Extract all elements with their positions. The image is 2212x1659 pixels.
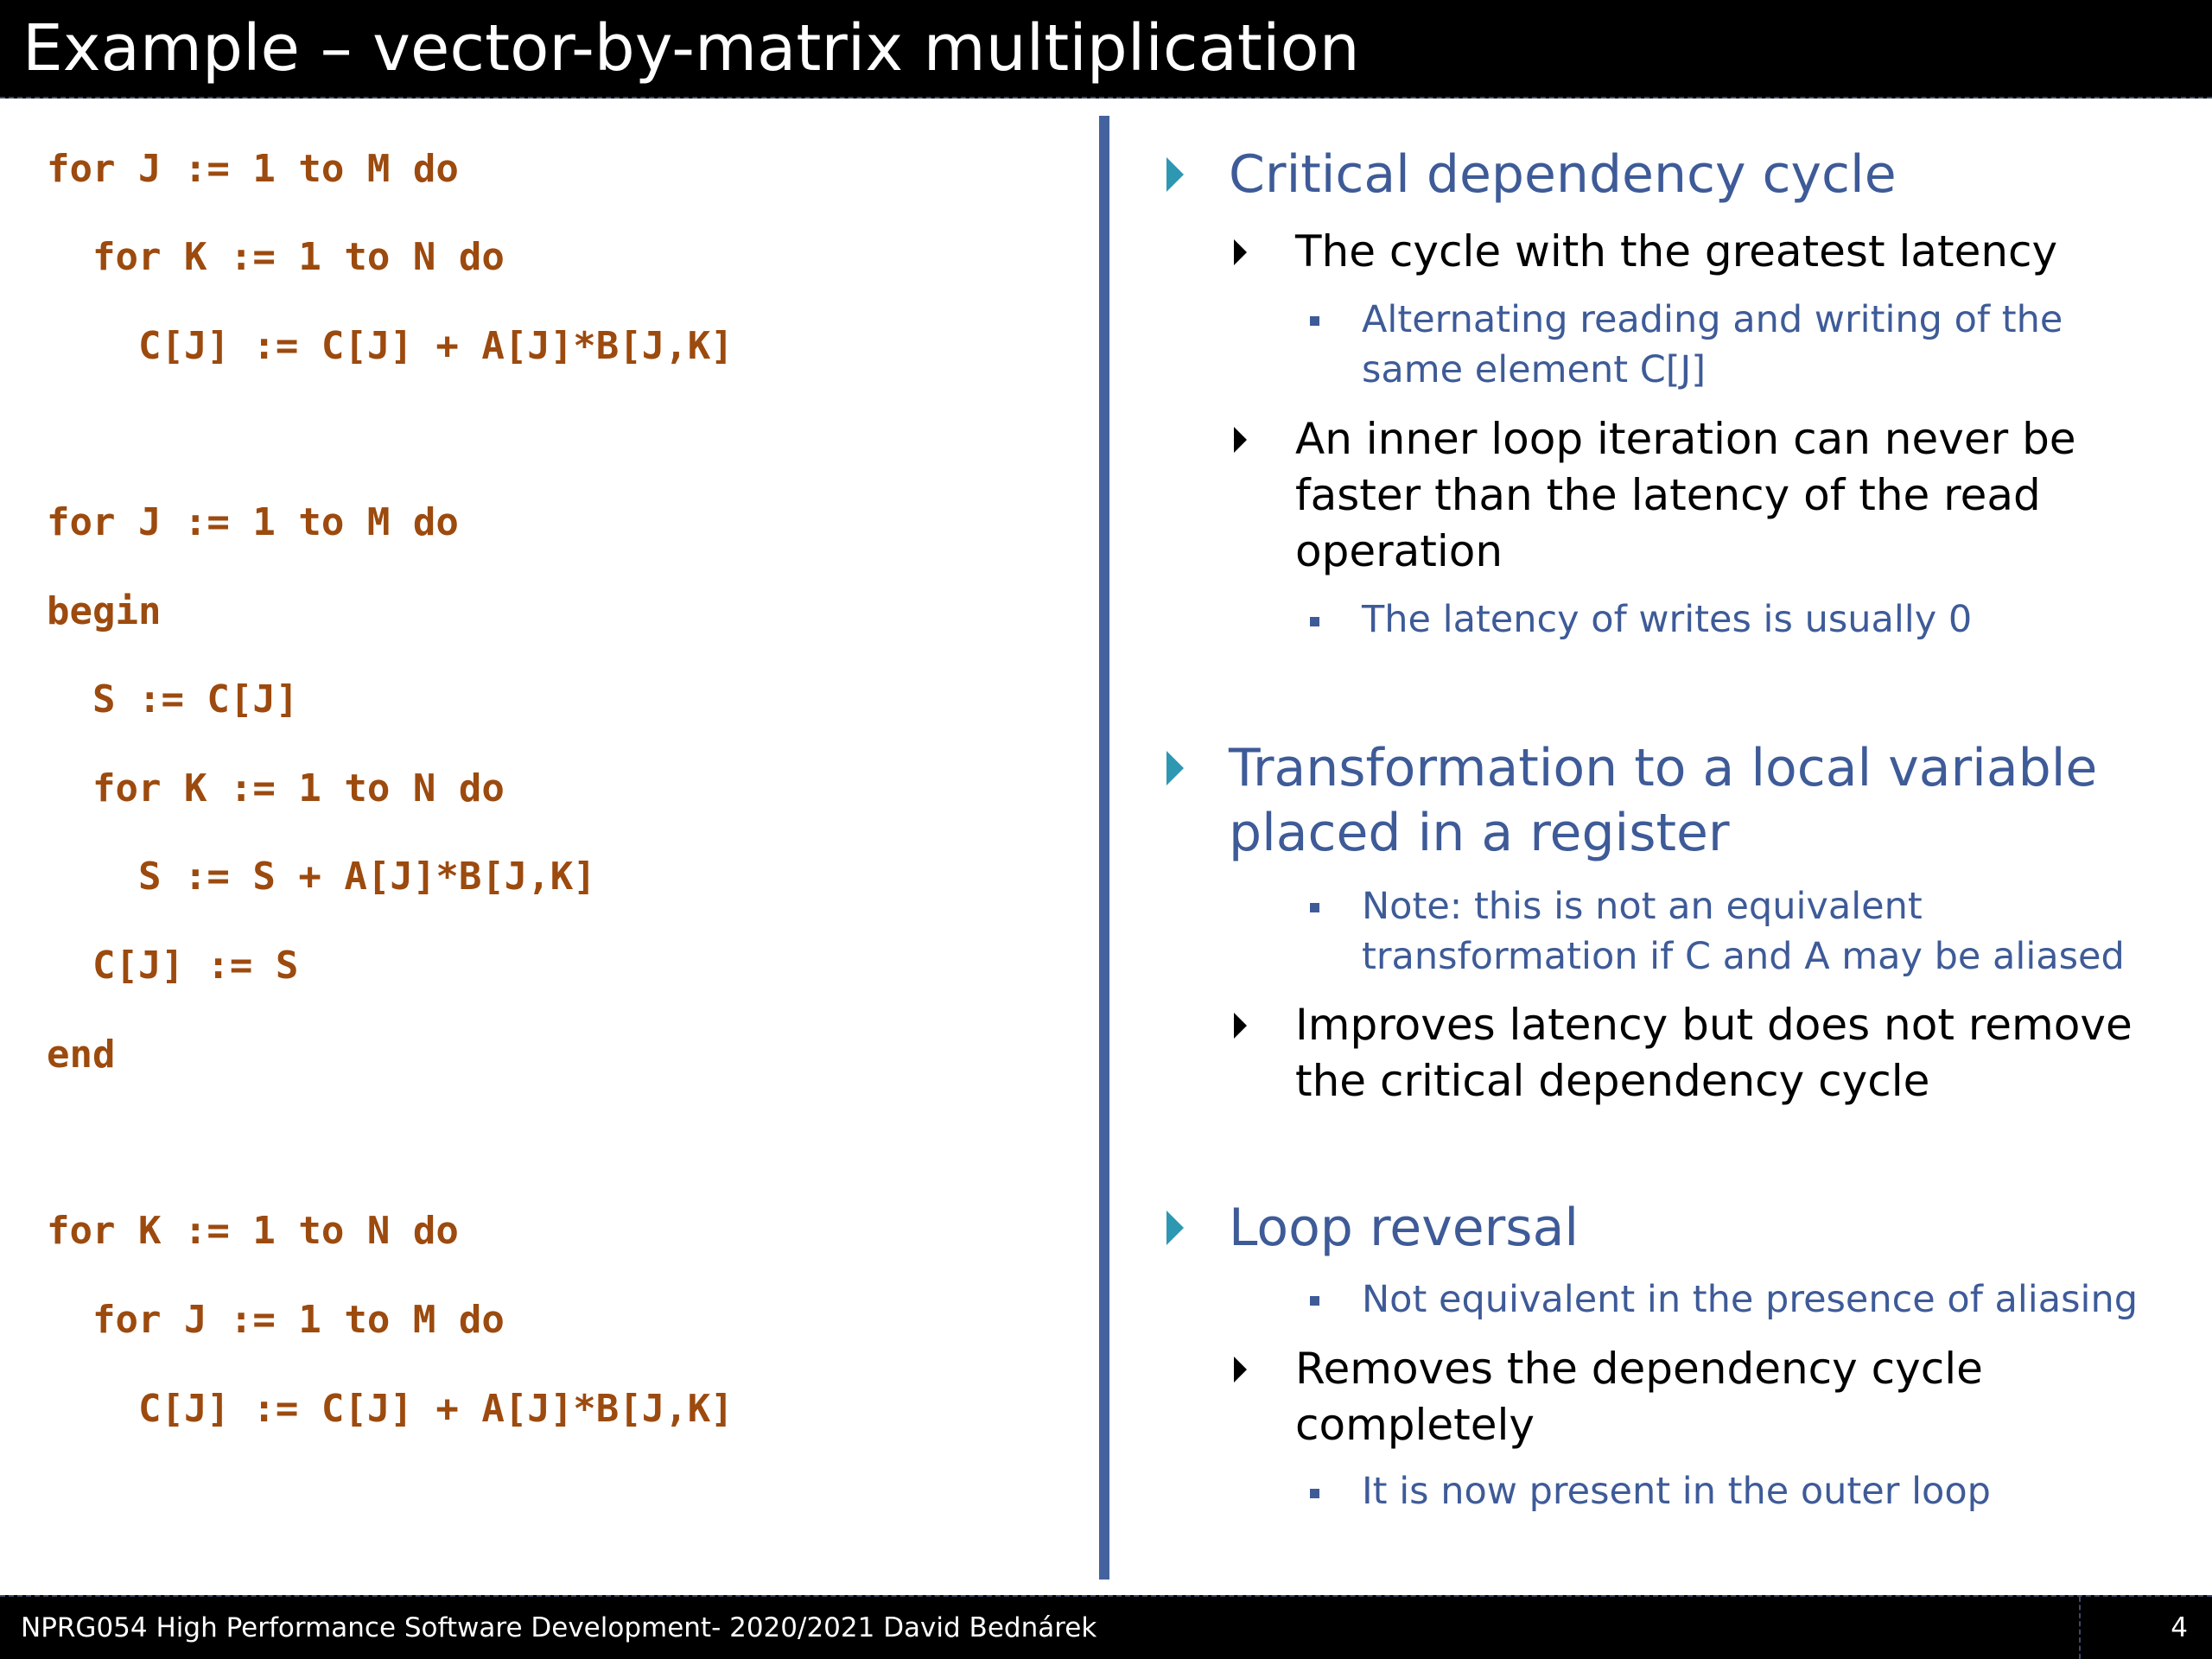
code-line: for K := 1 to N do <box>47 1209 459 1253</box>
square-bullet-icon <box>1310 903 1319 912</box>
bullet-text: the critical dependency cycle <box>1295 1056 1930 1106</box>
title-bar <box>0 0 2212 99</box>
code-line: S := C[J] <box>47 677 299 721</box>
code-line: for J := 1 to M do <box>47 500 459 544</box>
triangle-bullet-icon <box>1234 1357 1247 1382</box>
bullet-text: An inner loop iteration can never be <box>1295 414 2076 464</box>
triangle-bullet-icon <box>1234 427 1247 453</box>
triangle-bullet-icon <box>1234 1013 1247 1039</box>
bullet-text: faster than the latency of the read <box>1295 470 2041 520</box>
footer-text: NPRG054 High Performance Software Development- 2020/2021 David Bednárek <box>21 1612 1097 1643</box>
note-text: Not equivalent in the presence of aliasing <box>1362 1278 2139 1321</box>
code-line: S := S + A[J]*B[J,K] <box>47 855 596 899</box>
note-text: Note: this is not an equivalent <box>1362 885 1923 928</box>
bullet-text: Improves latency but does not remove <box>1295 1000 2133 1050</box>
code-line: C[J] := S <box>47 944 299 988</box>
bullet-text: completely <box>1295 1400 1535 1450</box>
footer-bar <box>0 1595 2212 1659</box>
section-heading: Transformation to a local variable <box>1229 738 2098 798</box>
page-number: 4 <box>2171 1612 2188 1643</box>
note-text: The latency of writes is usually 0 <box>1362 598 1973 641</box>
square-bullet-icon <box>1310 1489 1319 1498</box>
section-heading: Critical dependency cycle <box>1229 144 1897 205</box>
code-line: begin <box>47 589 162 633</box>
code-line: end <box>47 1033 116 1077</box>
square-bullet-icon <box>1310 316 1319 326</box>
note-text: It is now present in the outer loop <box>1362 1470 1991 1513</box>
triangle-bullet-icon <box>1166 751 1184 785</box>
square-bullet-icon <box>1310 617 1319 626</box>
note-text: same element C[J] <box>1362 348 1707 391</box>
code-line: C[J] := C[J] + A[J]*B[J,K] <box>47 1387 734 1431</box>
code-line: for J := 1 to M do <box>47 147 459 191</box>
section-heading: placed in a register <box>1229 803 1730 863</box>
code-line: for K := 1 to N do <box>47 766 505 810</box>
column-divider <box>1099 116 1109 1580</box>
code-line: for K := 1 to N do <box>47 235 505 279</box>
note-text: Alternating reading and writing of the <box>1362 298 2063 341</box>
footer-divider <box>2079 1597 2082 1659</box>
bullet-text: operation <box>1295 526 1503 576</box>
triangle-bullet-icon <box>1166 157 1184 192</box>
code-line: for J := 1 to M do <box>47 1298 505 1342</box>
square-bullet-icon <box>1310 1296 1319 1306</box>
code-line: C[J] := C[J] + A[J]*B[J,K] <box>47 324 734 368</box>
note-text: transformation if C and A may be aliased <box>1362 935 2125 978</box>
triangle-bullet-icon <box>1234 239 1247 265</box>
bullet-text: The cycle with the greatest latency <box>1295 226 2058 276</box>
bullet-text: Removes the dependency cycle <box>1295 1344 1983 1394</box>
triangle-bullet-icon <box>1166 1211 1184 1245</box>
slide-title: Example – vector-by-matrix multiplication <box>22 11 1360 86</box>
section-heading: Loop reversal <box>1229 1198 1579 1258</box>
